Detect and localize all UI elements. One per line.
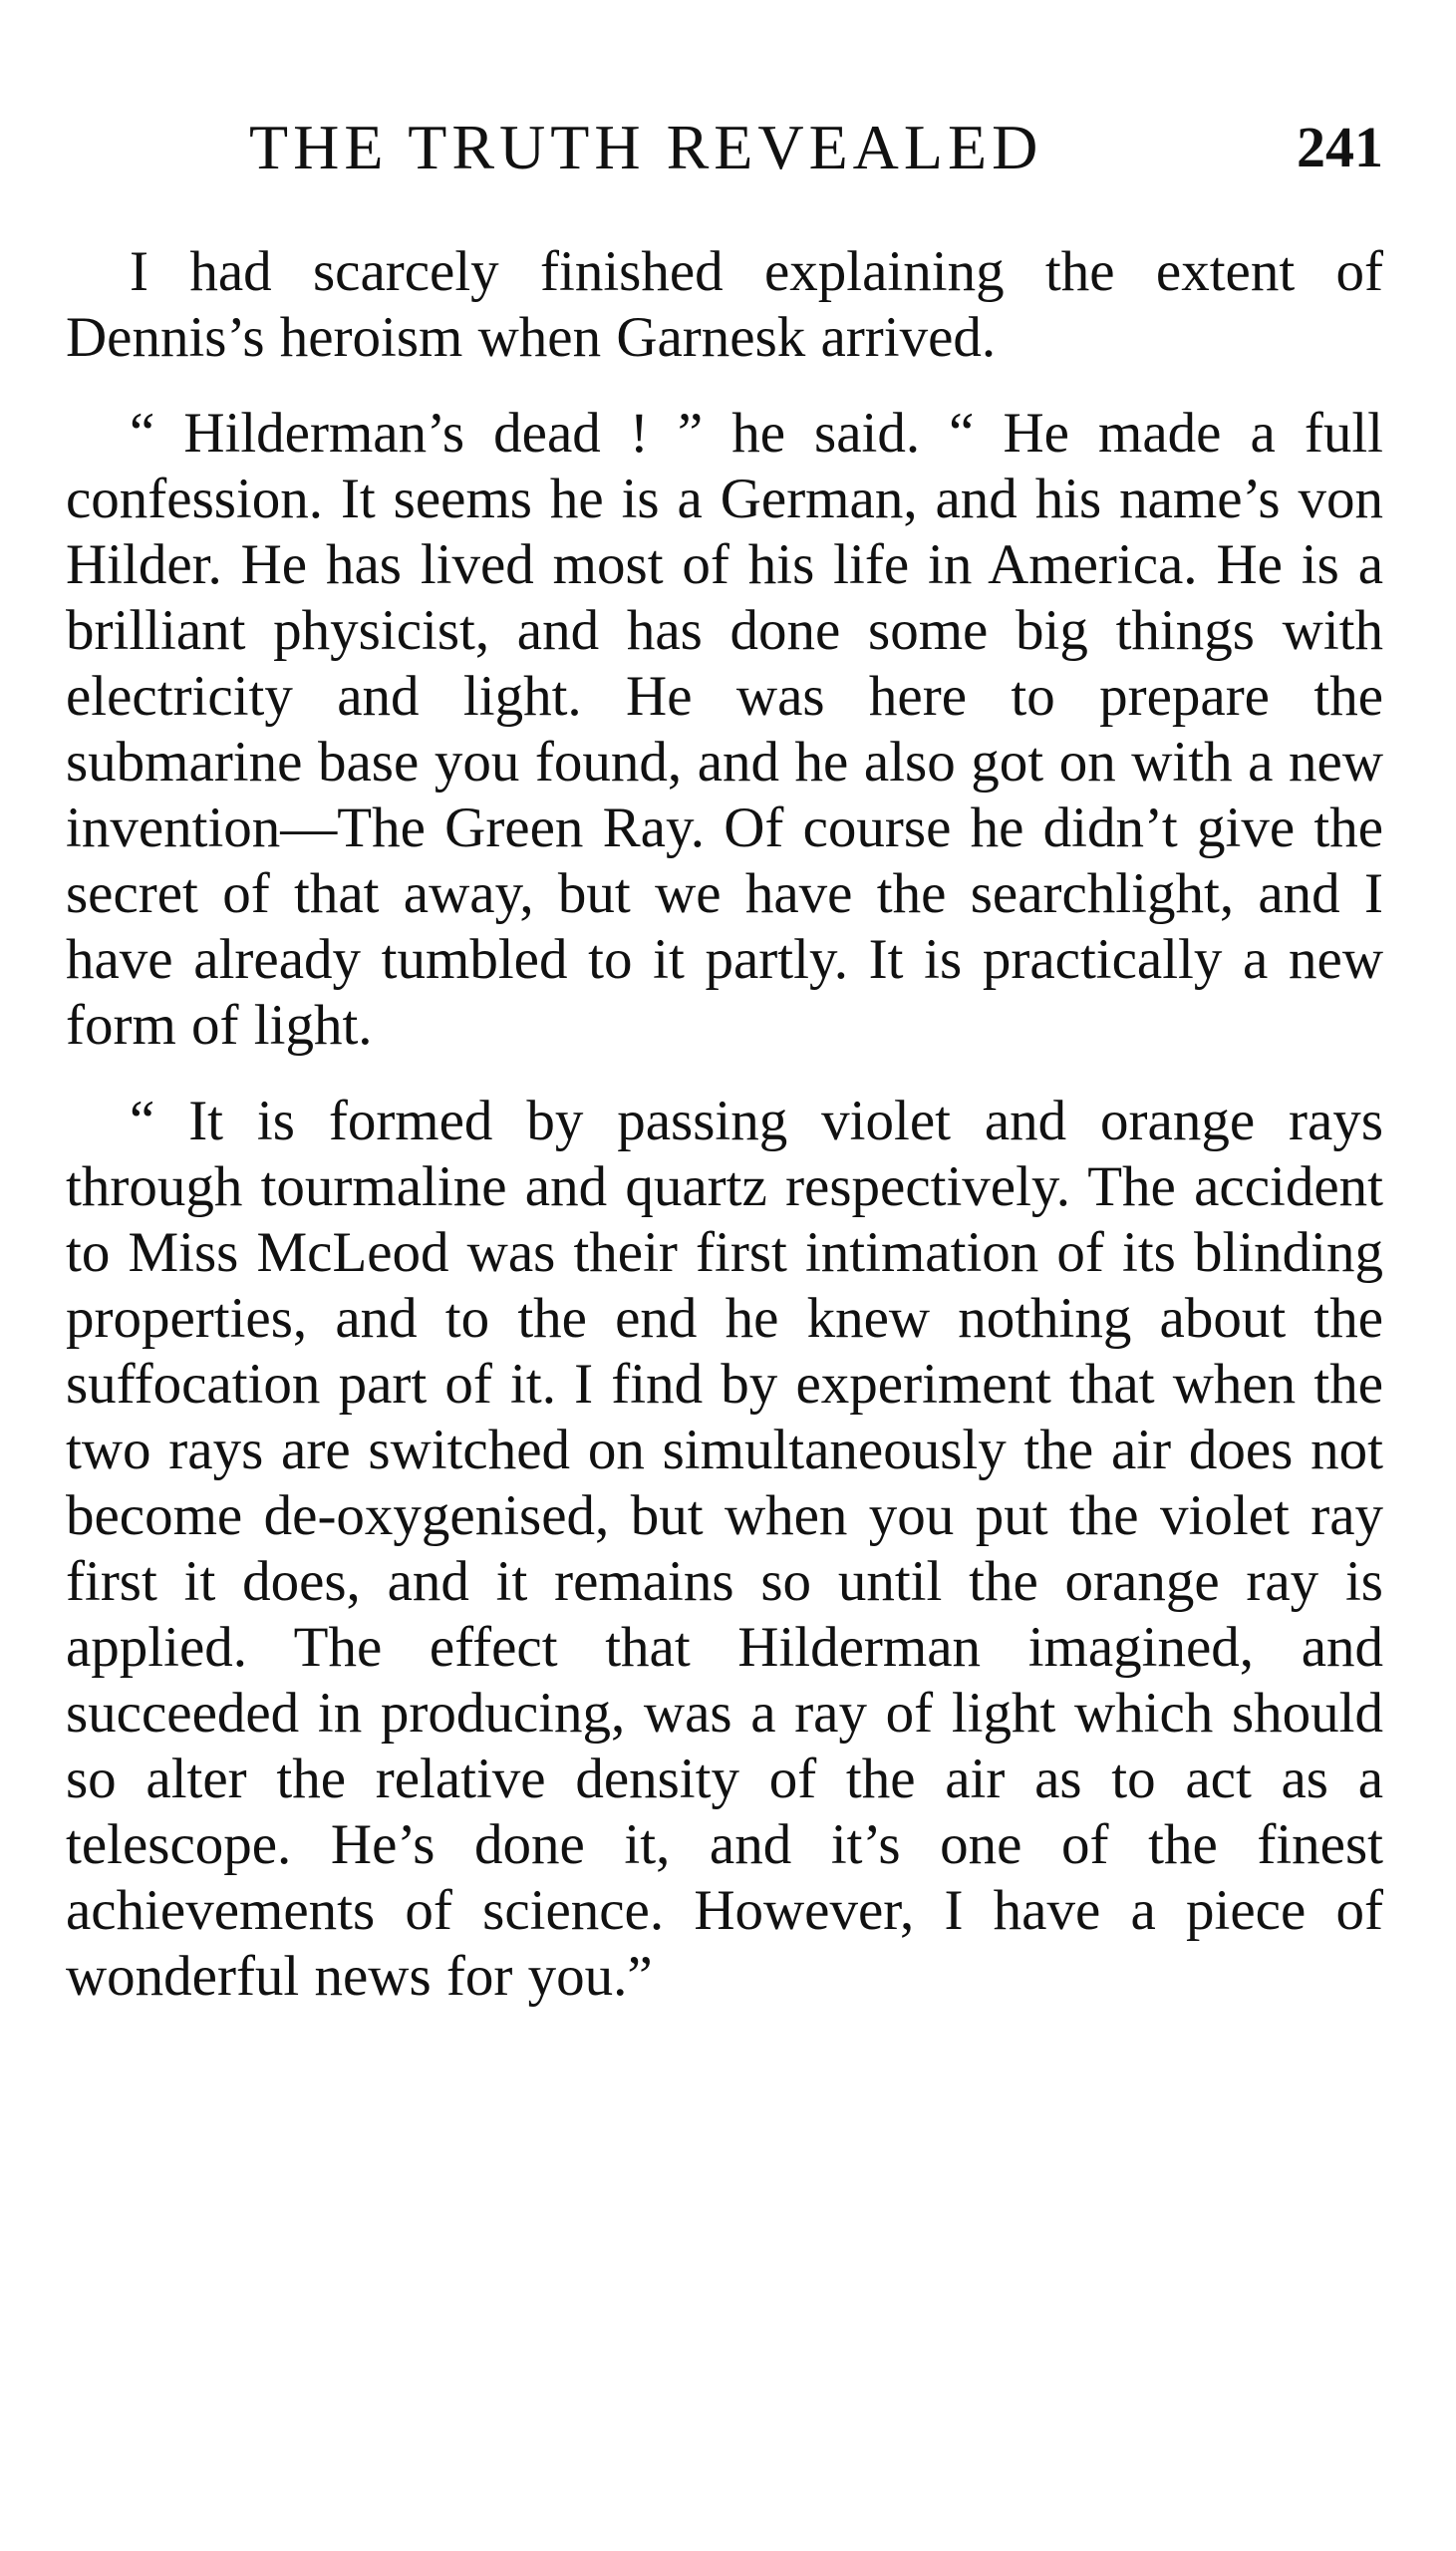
paragraph-3: “ It is formed by passing violet and orange rays through tourmaline and quartz respectively. The accident to Miss McLeod was their first intimation of its blinding properties, and to the end he knew nothing about the suffocation part of it. I find by experiment that when the two rays are switched on simultaneously the air does not become de-oxygenised, but when you put the violet ray first it does, and it remains so until the orange ray is applied. The effect that Hilderman imagined, and succeeded in producing, was a ray of light which should so alter the relative density of the air as to act as a telescope. He’s done it, and it’s one of the finest achievements of science. However, I have a piece of wonderful news for you.”: [66, 1090, 1383, 2008]
paragraph-2: “ Hilderman’s dead ! ” he said. “ He made a full confession. It seems he is a German, and his name’s von Hilder. He has lived most of his life in America. He is a brilliant physicist, and has done some big things with electricity and light. He was here to prepare the submarine base you found, and he also got on with a new invention—The Green Ray. Of course he didn’t give the secret of that away, but we have the searchlight, and I have already tumbled to it partly. It is practically a new form of light.: [66, 402, 1383, 1057]
chapter-title: THE TRUTH REVEALED: [249, 112, 1043, 182]
page-number: 241: [1297, 115, 1383, 179]
body-text: [66, 239, 1383, 2010]
paragraph-1: I had scarcely finished explaining the extent of Dennis’s heroism when Garnesk arrived.: [66, 240, 1383, 369]
running-head: [0, 108, 1456, 187]
